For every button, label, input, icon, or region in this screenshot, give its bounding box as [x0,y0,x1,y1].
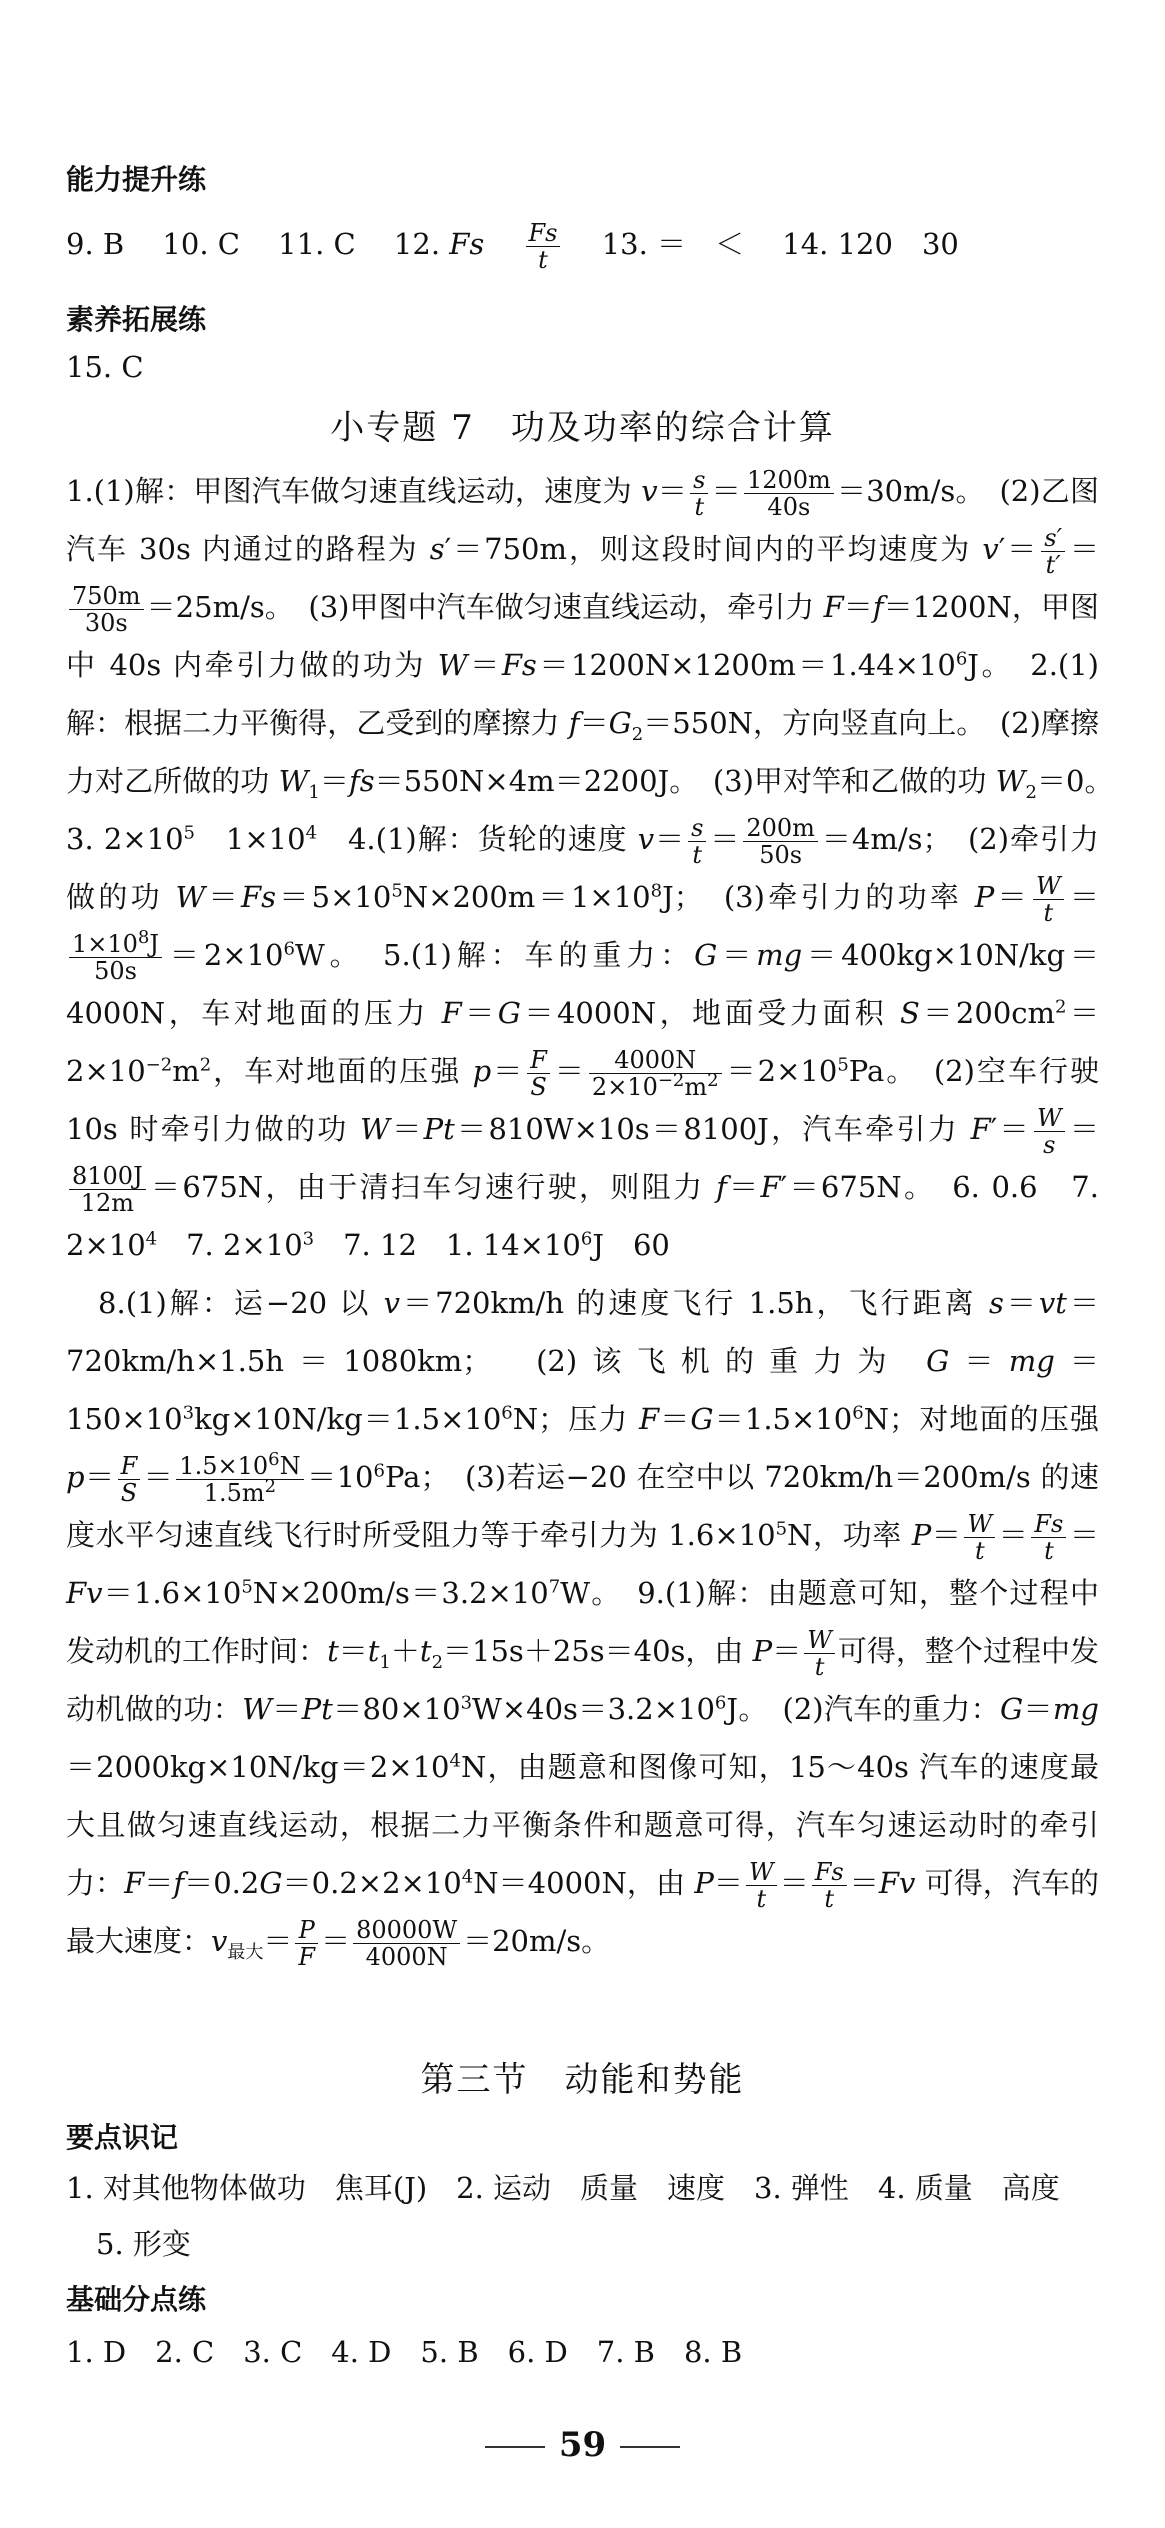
answer-13: 13. ＝ ＜ [601,227,745,261]
section-heading-basic: 基础分点练 [66,2283,207,2316]
topic7-solutions: 1.(1)解：甲图汽车做匀速直线运动，速度为 v＝ $\frac{s}{t}$ ＝ $\frac{1200m}{40s}$ ＝30m/s。 (2)乙图汽车 30s 内通过的路程为 s′＝750m，则这段时间内的平均速度为 v′＝ $\frac{s'}{t'}$ ＝ $\frac{750m}{30s}$ ＝25m/s。 (3)甲图中汽车做匀速直线运动，牵引力 F＝f＝1200N，甲图中 40s 内牵引力做的功为 $W=Fs=1200N\times 1200m=1.44\times 10^6J$。 2.(1)解：根据二力平衡得，乙受到的摩擦力 $f=G_2=550N$，方向竖直向上。 (2)摩擦力对乙所做的功 $W_1=fs=550N\times 4m=2200J$。 (3)甲对竿和乙做的功 $W_2=0$。 3. $2\times 10^5$ $1\times 10^4$ 4.(1)解：货轮的速度 v＝ $\frac{s}{t}$ ＝ $\frac{200m}{50s}$ ＝4m/s； (2)牵引力做的功 $W=Fs=5\times 10^5N\times 200m=1\times 10^8J$； (3)牵引力的功率 P＝ $\frac{W}{t}$ ＝ $\frac{1\times 10^8J}{50s}$ $=2\times 10^6W$。 5.(1)解：车的重力：G＝mg＝400kg×10N/kg＝4000N，车对地面的压力 F＝G＝4000N，地面受力面积 $S=200cm^2=2\times 10^{-2}m^2$，车对地面的压强 p＝ $\frac{F}{S}$ ＝ $\frac{4000N}{2\times 10^{-2}m^2}$ $=2\times 10^5Pa$。 (2)空车行驶 10s 时牵引力做的功 W＝Pt＝810W×10s＝8100J，汽车牵引力 F′＝ $\frac{W}{s}$ ＝ $\frac{8100J}{12m}$ ＝675N，由于清扫车匀速行驶，则阻力 f＝F′＝675N。 6. 0.6 7. $2\times 10^4$ 7. $2\times 10^3$ 7. 12 1. $14\times 10^6J$ 60 8.(1)解：运−20 以 v＝720km/h 的速度飞行 1.5h，飞行距离 s＝vt＝720km/h×1.5h＝1080km； (2)该飞机的重力为 $G=mg=150\times 10^3kg\times 10N/kg=1.5\times 10^6N$；压力 $F=G=1.5\times 10^6N$；对地面的压强 p＝ $\frac{F}{S}$ ＝ $\frac{1.5\times 10^6N}{1.5m^2}$ $=10^6Pa$； (3)若运−20 在空中以 720km/h＝200m/s 的速度水平匀速直线飞行时所受阻力等于牵引力为 $1.6\times 10^5N$，功率 P＝ $\frac{W}{t}$ ＝ $\frac{Fs}{t}$ $=Fv=1.6\times 10^5N\times 200m/s=3.2\times 10^7W$。 9.(1)解：由题意可知，整个过程中发动机的工作时间：$t=t_1+t_2=15s+25s=40s$，由 P＝ $\frac{W}{t}$ 可得，整个过程中发动机做的功：$W=Pt=80\times 10^3W\times 40s=3.2\times 10^6J$。 (2)汽车的重力：$G=mg=2000kg\times 10N/kg=2\times 10^4N$，由题意和图像可知，15～40s 汽车的速度最大且做匀速直线运动，根据二力平衡条件和题意可得，汽车匀速运动时的牵引力：$F=f=0.2G=0.2\times 2\times 10^4N=4000N$，由 P＝ $\frac{W}{t}$ ＝ $\frac{Fs}{t}$ ＝Fv 可得，汽车的最大速度：$v_{最大}=$ $\frac{P}{F}$ ＝ $\frac{80000W}{4000N}$ ＝20m/s。 [66,465,1129,1971]
keypoints-line-1: 1. 对其他物体做功 焦耳(J) 2. 运动 质量 速度 3. 弹性 4. 质量 高度 [66,2171,1060,2205]
answer-9: 9. B [66,227,125,261]
answer-10: 10. C [162,227,240,261]
ability-answers: 9. B 10. C 11. C 12. Fs $\frac{Fs}{t}$ 13. ＝ ＜ 14. 120 30 [66,218,959,274]
topic-title: 小专题 7 功及功率的综合计算 [330,408,835,448]
answer-15: 15. C [66,350,144,384]
page-number-value: 59 [558,2425,607,2465]
answer-12: 12. [393,227,450,261]
answer-11: 11. C [278,227,356,261]
section-heading-ability: 能力提升练 [66,163,207,196]
page-number-left-dash [485,2446,545,2448]
answer-14: 14. 120 30 [782,227,959,261]
section-heading-keypoints: 要点识记 [66,2121,179,2154]
keypoints-line-2: 5. 形变 [96,2227,191,2261]
section-heading-literacy: 素养拓展练 [66,303,207,336]
page-number-right-dash [620,2446,680,2448]
fraction-fs-over-t: $\frac{Fs}{t}$ [526,220,561,273]
basic-answers-line: 1. D 2. C 3. C 4. D 5. B 6. D 7. B 8. B [66,2335,743,2369]
page-number [0,2425,1165,2465]
section3-title: 第三节 动能和势能 [420,2060,745,2100]
